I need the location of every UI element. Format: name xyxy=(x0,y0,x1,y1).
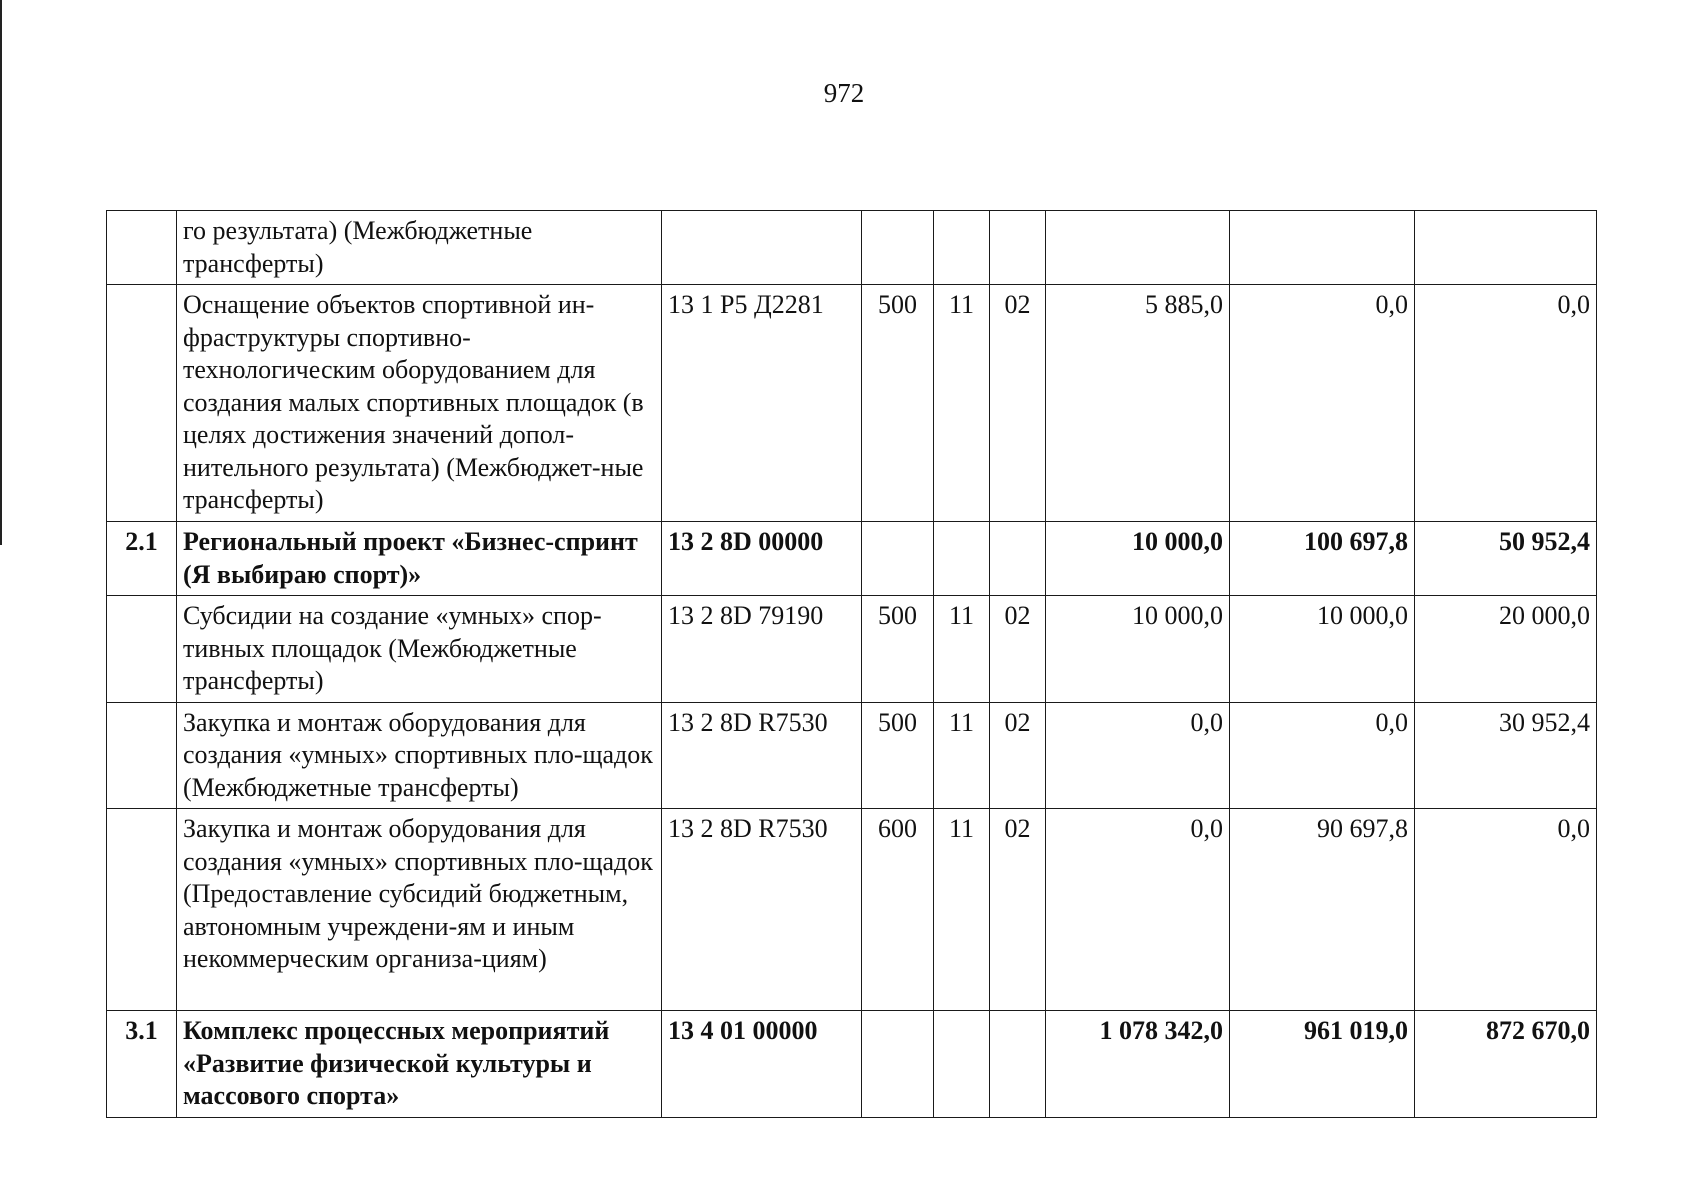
table-row xyxy=(107,211,1597,285)
row-subsection: 02 xyxy=(990,285,1046,522)
row-amount-year2: 90 697,8 xyxy=(1230,809,1415,1011)
row-amount-year2: 100 697,8 xyxy=(1230,522,1415,596)
row-amount-year1: 10 000,0 xyxy=(1046,522,1230,596)
row-code: 13 4 01 00000 xyxy=(662,1011,862,1118)
row-amount-year1 xyxy=(1046,211,1230,285)
row-number xyxy=(107,702,177,809)
row-amount-year2: 0,0 xyxy=(1230,702,1415,809)
row-number xyxy=(107,809,177,1011)
row-amount-year2: 10 000,0 xyxy=(1230,596,1415,703)
row-number xyxy=(107,596,177,703)
row-subsection xyxy=(990,1011,1046,1118)
row-expense-type xyxy=(862,211,934,285)
row-section: 11 xyxy=(934,702,990,809)
row-subsection: 02 xyxy=(990,702,1046,809)
row-section: 11 xyxy=(934,596,990,703)
row-amount-year1: 10 000,0 xyxy=(1046,596,1230,703)
row-section xyxy=(934,522,990,596)
row-amount-year2: 961 019,0 xyxy=(1230,1011,1415,1118)
table-row xyxy=(107,285,1597,522)
row-amount-year3: 20 000,0 xyxy=(1415,596,1597,703)
row-amount-year3 xyxy=(1415,211,1597,285)
row-amount-year1: 0,0 xyxy=(1046,809,1230,1011)
row-amount-year2: 0,0 xyxy=(1230,285,1415,522)
row-amount-year1: 5 885,0 xyxy=(1046,285,1230,522)
row-number xyxy=(107,211,177,285)
row-amount-year3: 0,0 xyxy=(1415,809,1597,1011)
row-name: Региональный проект «Бизнес-спринт (Я выбираю спорт)» xyxy=(177,522,662,596)
page-number: 972 xyxy=(823,78,865,108)
row-subsection: 02 xyxy=(990,809,1046,1011)
table-row-project xyxy=(107,522,1597,596)
row-expense-type: 500 xyxy=(862,702,934,809)
row-name: Оснащение объектов спортивной ин-фраструктуры спортивно-технологическим оборудованием для создания малых спортивных площадок (в целях достижения значений допол-нительного результата) (Межбюджет-ные трансферты) xyxy=(177,285,662,522)
row-expense-type xyxy=(862,1011,934,1118)
table-row xyxy=(107,809,1597,1011)
row-name: Комплекс процессных мероприятий «Развитие физической культуры и массового спорта» xyxy=(177,1011,662,1118)
row-name: Закупка и монтаж оборудования для создания «умных» спортивных пло-щадок (Межбюджетные трансферты) xyxy=(177,702,662,809)
row-expense-type: 500 xyxy=(862,285,934,522)
row-subsection: 02 xyxy=(990,596,1046,703)
row-expense-type: 500 xyxy=(862,596,934,703)
row-expense-type: 600 xyxy=(862,809,934,1011)
row-number: 2.1 xyxy=(107,522,177,596)
row-code: 13 2 8D 00000 xyxy=(662,522,862,596)
row-code: 13 2 8D 79190 xyxy=(662,596,862,703)
row-code: 13 2 8D R7530 xyxy=(662,809,862,1011)
table-row-complex xyxy=(107,1011,1597,1118)
row-number xyxy=(107,285,177,522)
row-section xyxy=(934,211,990,285)
row-code: 13 2 8D R7530 xyxy=(662,702,862,809)
row-amount-year1: 0,0 xyxy=(1046,702,1230,809)
row-section: 11 xyxy=(934,809,990,1011)
row-name: го результата) (Межбюджетные трансферты) xyxy=(177,211,662,285)
row-subsection xyxy=(990,211,1046,285)
row-amount-year3: 30 952,4 xyxy=(1415,702,1597,809)
row-amount-year3: 0,0 xyxy=(1415,285,1597,522)
row-expense-type xyxy=(862,522,934,596)
row-subsection xyxy=(990,522,1046,596)
row-section: 11 xyxy=(934,285,990,522)
table-row xyxy=(107,702,1597,809)
row-amount-year2 xyxy=(1230,211,1415,285)
row-name: Закупка и монтаж оборудования для создания «умных» спортивных пло-щадок (Предоставление субсидий бюджетным, автономным учреждени-ям и иным некоммерческим организа-циям) xyxy=(177,809,662,1011)
budget-table xyxy=(106,210,1597,1118)
row-amount-year1: 1 078 342,0 xyxy=(1046,1011,1230,1118)
row-code: 13 1 Р5 Д2281 xyxy=(662,285,862,522)
row-code xyxy=(662,211,862,285)
row-name: Субсидии на создание «умных» спор-тивных площадок (Межбюджетные трансферты) xyxy=(177,596,662,703)
row-section xyxy=(934,1011,990,1118)
row-amount-year3: 50 952,4 xyxy=(1415,522,1597,596)
row-amount-year3: 872 670,0 xyxy=(1415,1011,1597,1118)
table-row xyxy=(107,596,1597,703)
row-number: 3.1 xyxy=(107,1011,177,1118)
